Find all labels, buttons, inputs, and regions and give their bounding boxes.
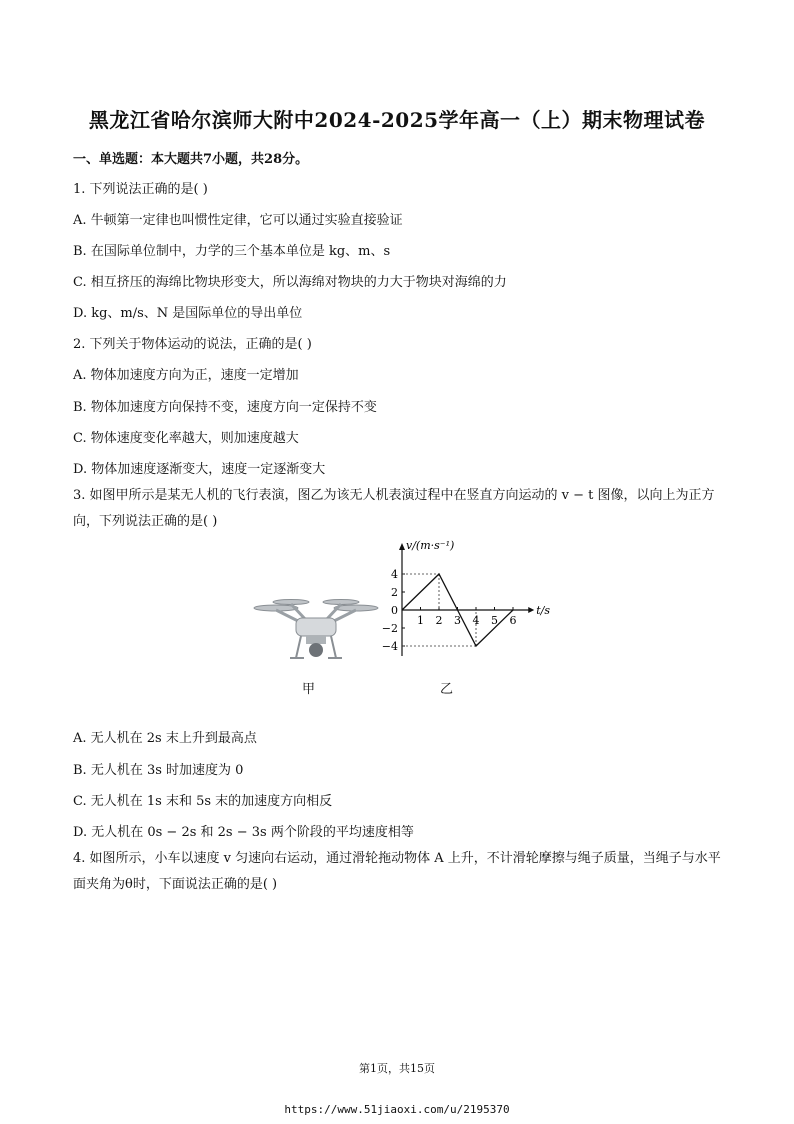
y-tick-label: −4 [381, 640, 398, 653]
q1-option-c: C. 相互挤压的海绵比物块形变大，所以海绵对物块的力大于物块对海绵的力 [73, 275, 507, 290]
y-tick-label: 2 [391, 586, 398, 599]
y-axis-arrow [399, 543, 405, 550]
q2-option-d: D. 物体加速度逐渐变大，速度一定逐渐变大 [73, 462, 326, 477]
q3-figure [240, 538, 560, 698]
x-tick-label: 5 [491, 614, 498, 627]
exam-title: 黑龙江省哈尔滨师大附中2024-2025学年高一（上）期末物理试卷 [88, 108, 706, 132]
q2-option-a: A. 物体加速度方向为正，速度一定增加 [73, 368, 299, 383]
q1-option-a: A. 牛顿第一定律也叫惯性定律，它可以通过实验直接验证 [73, 213, 403, 228]
q2-stem: 2. 下列关于物体运动的说法，正确的是( ) [73, 337, 312, 352]
x-axis-arrow [528, 607, 534, 613]
drone-illustration [246, 588, 386, 678]
watermark-url: https://www.51jiaoxi.com/u/2195370 [284, 1103, 510, 1116]
x-tick-label: 2 [435, 614, 443, 627]
y-axis-label: v/(m·s⁻¹) [406, 539, 455, 552]
x-axis-label: t/s [536, 604, 551, 617]
page-footer: 第1页，共15页 [359, 1062, 435, 1075]
q3-option-d: D. 无人机在 0s − 2s 和 2s − 3s 两个阶段的平均速度相等 [73, 825, 414, 840]
caption-jia: 甲 [302, 682, 316, 697]
q2-option-c: C. 物体速度变化率越大，则加速度越大 [73, 431, 299, 446]
x-tick-label: 1 [417, 614, 424, 627]
q4-stem: 4. 如图所示，小车以速度 v 匀速向右运动，通过滑轮拖动物体 A 上升，不计滑轮摩擦与绳子质量，当绳子与水平面夹角为θ时，下面说法正确的是( ) [73, 851, 721, 892]
q2-option-b: B. 物体加速度方向保持不变，速度方向一定保持不变 [73, 400, 377, 415]
q1-option-d: D. kg、m/s、N 是国际单位的导出单位 [73, 306, 303, 321]
vt-chart [372, 538, 551, 663]
caption-yi: 乙 [440, 682, 454, 697]
q3-stem: 3. 如图甲所示是某无人机的飞行表演，图乙为该无人机表演过程中在竖直方向运动的 v − t 图像，以向上为正方向，下列说法正确的是( ) [73, 488, 715, 529]
q3-option-a: A. 无人机在 2s 末上升到最高点 [73, 731, 257, 746]
y-tick-label: 4 [391, 568, 398, 581]
x-tick-label: 4 [472, 614, 480, 627]
y-tick-label: 0 [391, 604, 398, 617]
y-tick-label: −2 [381, 622, 398, 635]
x-tick-label: 6 [509, 614, 517, 627]
q1-stem: 1. 下列说法正确的是( ) [73, 182, 208, 197]
q3-option-b: B. 无人机在 3s 时加速度为 0 [73, 763, 244, 778]
q1-option-b: B. 在国际单位制中，力学的三个基本单位是 kg、m、s [73, 244, 391, 259]
section-title: 一、单选题：本大题共7小题，共28分。 [73, 152, 309, 167]
q3-option-c: C. 无人机在 1s 末和 5s 末的加速度方向相反 [73, 794, 333, 809]
x-tick-label: 3 [454, 614, 461, 627]
